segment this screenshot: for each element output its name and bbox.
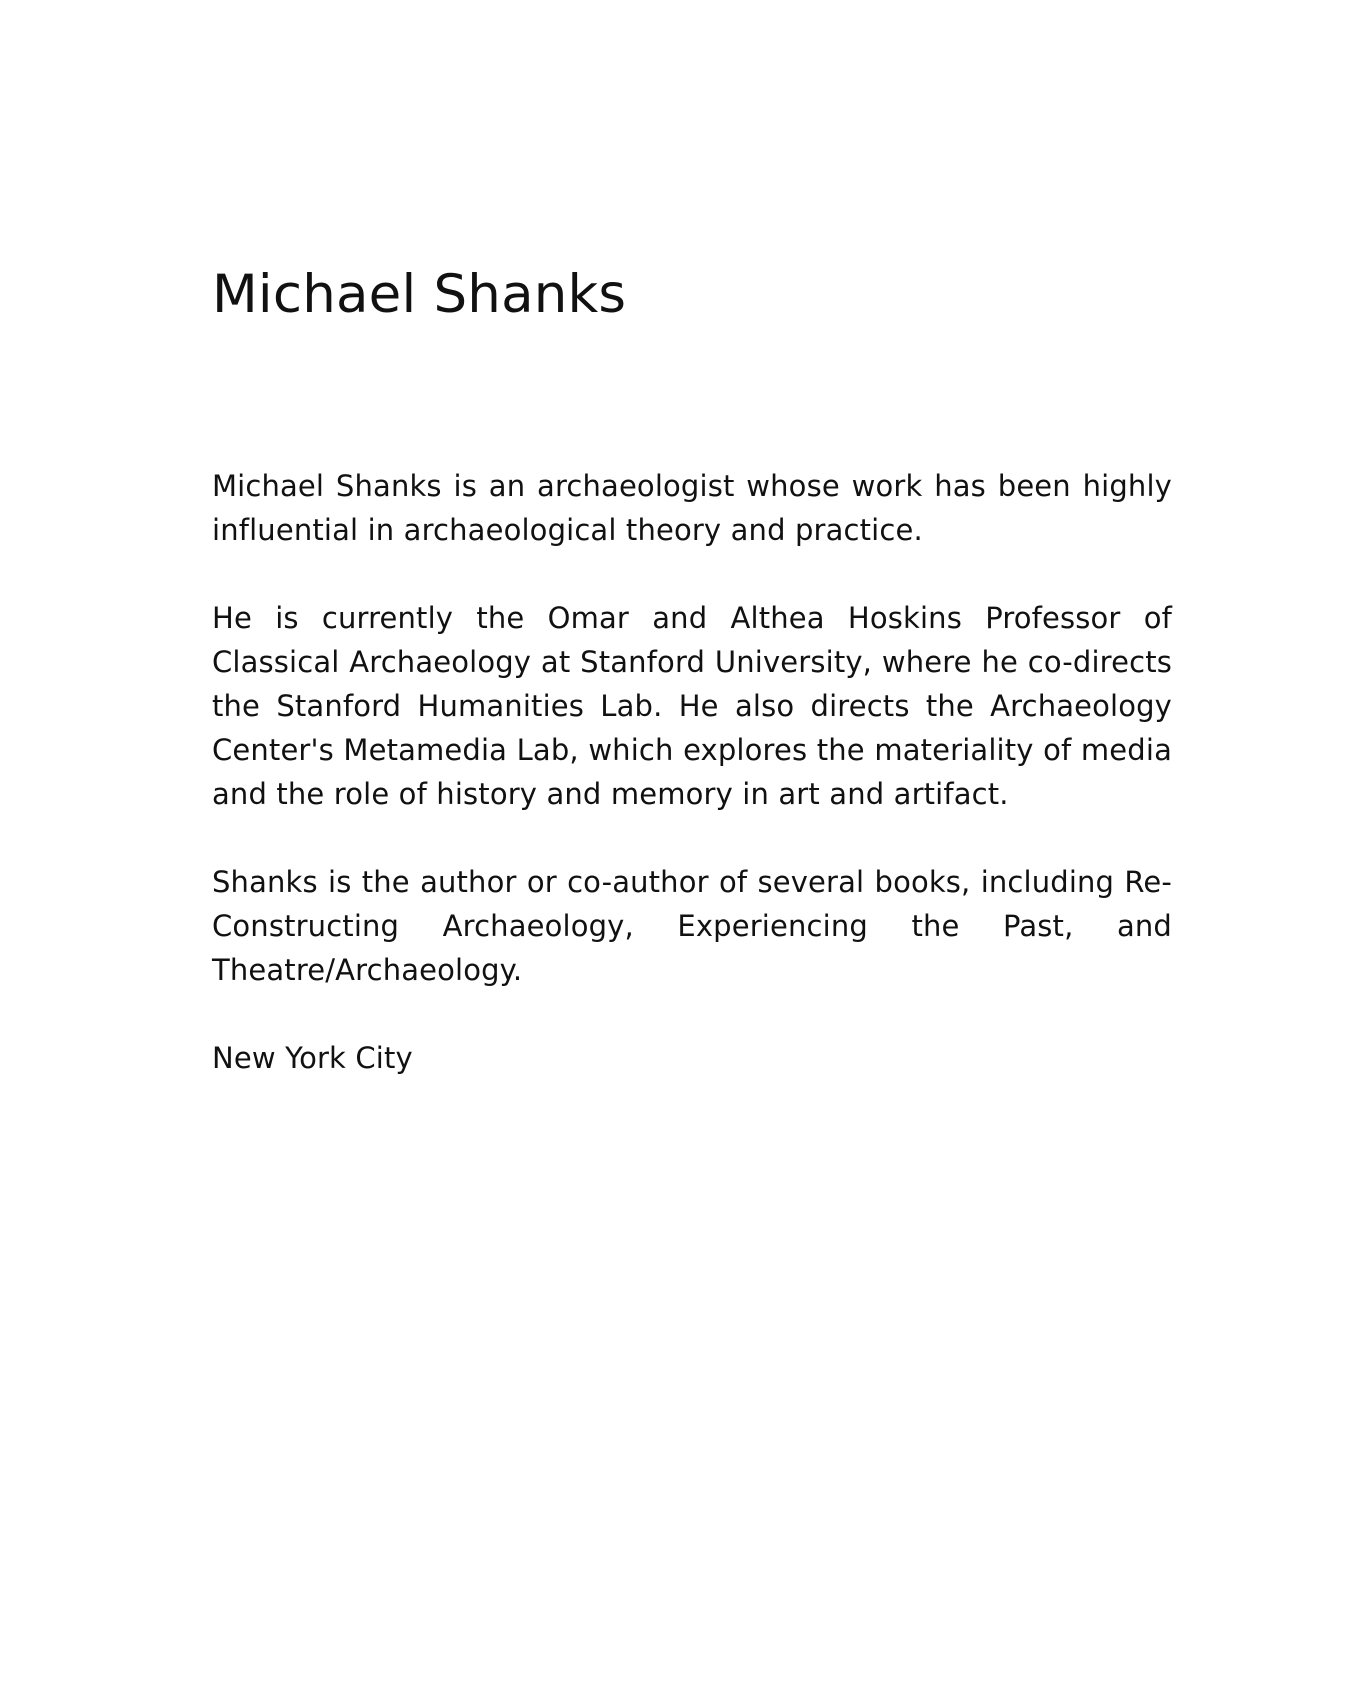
paragraph-spacer bbox=[212, 992, 1172, 1036]
paragraph-spacer bbox=[212, 816, 1172, 860]
page-title: Michael Shanks bbox=[212, 264, 627, 325]
location-text: New York City bbox=[212, 1041, 413, 1075]
bio-content bbox=[212, 464, 1172, 1080]
bio-paragraph-3: Shanks is the author or co-author of several books, including Re-Constructing Archaeology, Experiencing the Past, and Theatre/Archaeology. bbox=[212, 865, 1172, 987]
bio-paragraph-1: Michael Shanks is an archaeologist whose work has been highly influential in archaeological theory and practice. bbox=[212, 469, 1172, 547]
bio-paragraph-2: He is currently the Omar and Althea Hoskins Professor of Classical Archaeology at Stanford University, where he co-directs the Stanford Humanities Lab. He also directs the Archaeology Center's Metamedia Lab, which explores the materiality of media and the role of history and memory in art and artifact. bbox=[212, 601, 1172, 811]
paragraph-spacer bbox=[212, 552, 1172, 596]
